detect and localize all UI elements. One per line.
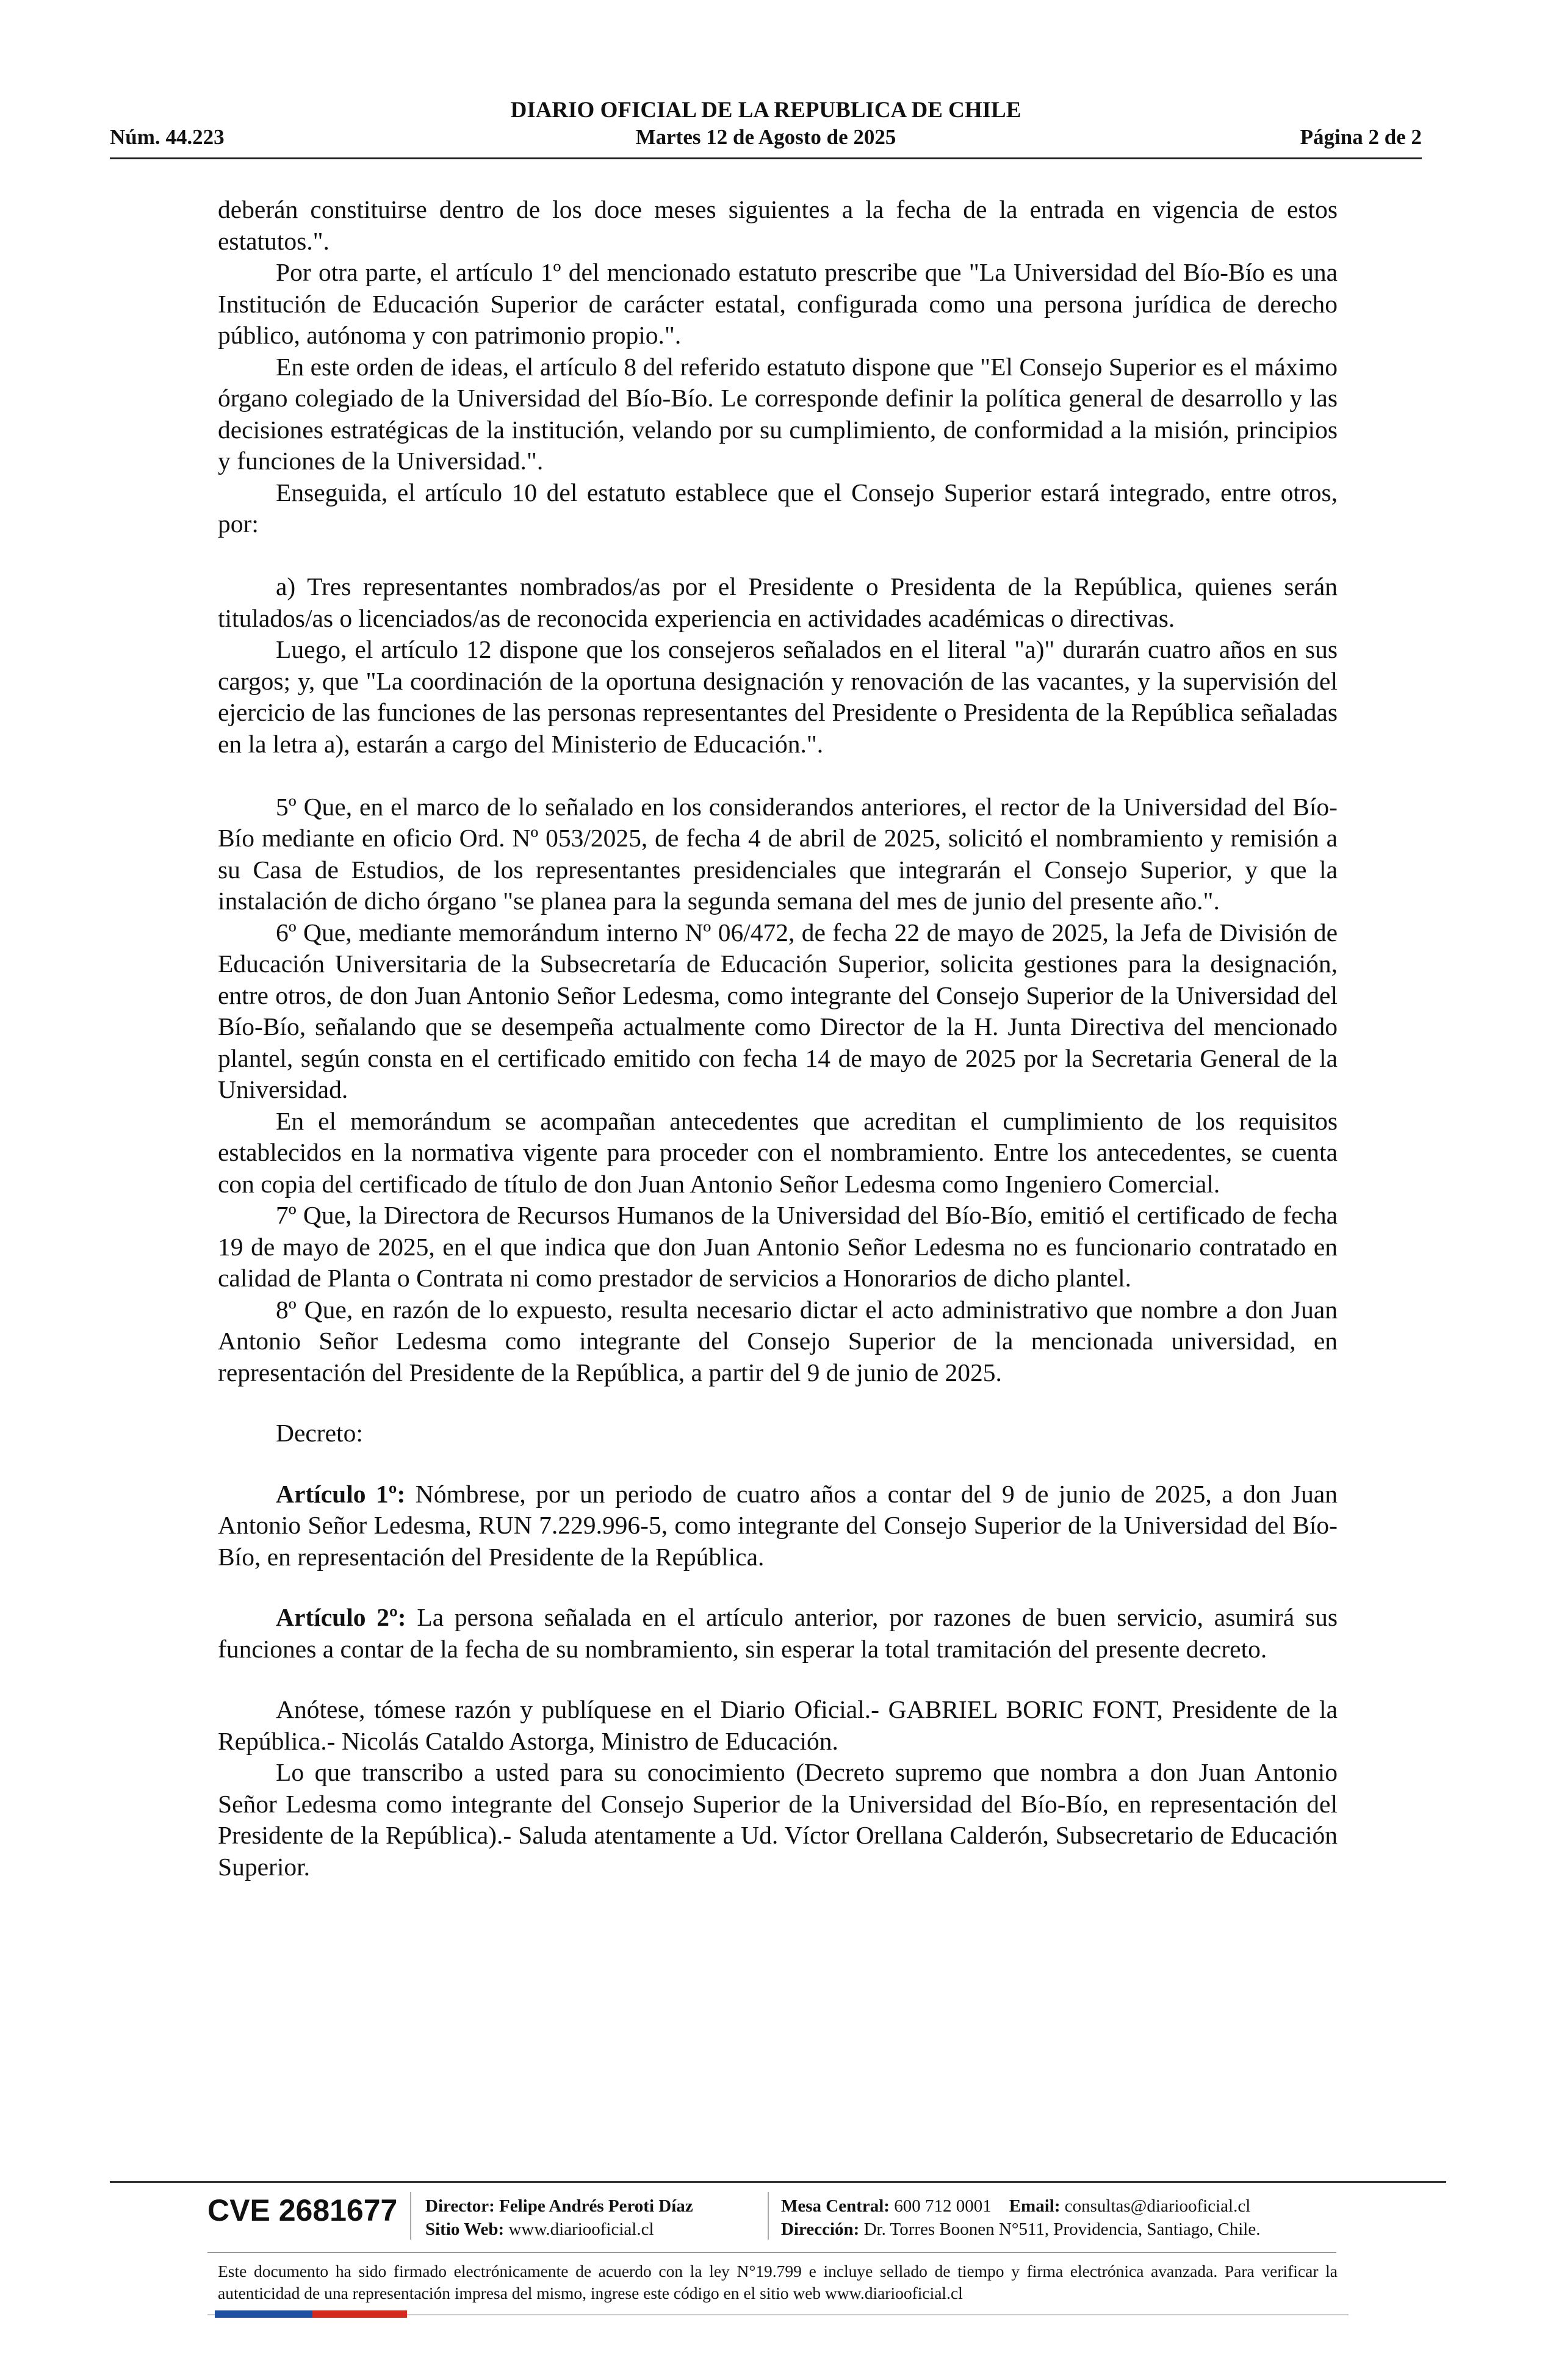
mesa-phone: 600 712 0001 (894, 2196, 992, 2216)
footer-website (425, 2218, 654, 2241)
decree-heading: Decreto: (276, 1419, 363, 1447)
email-link[interactable]: consultas@diariooficial.cl (1064, 2196, 1251, 2216)
newspaper-title: DIARIO OFICIAL DE LA REPUBLICA DE CHILE (510, 98, 1021, 123)
footer-separator (410, 2192, 411, 2240)
address-label: Dirección: (781, 2220, 860, 2239)
cve-code: CVE 2681677 (207, 2193, 398, 2227)
website-label: Sitio Web: (425, 2220, 505, 2239)
footer-contact (781, 2194, 1250, 2218)
mesa-label: Mesa Central: (781, 2196, 890, 2216)
flag-stripe-red (312, 2310, 407, 2318)
director-label: Director: (425, 2196, 495, 2216)
footer-divider (110, 2181, 1446, 2183)
article-2-label: Artículo 2º: (276, 1603, 406, 1631)
paragraph: 6º Que, mediante memorándum interno Nº 06/472, de fecha 22 de mayo de 2025, la Jefa de División de Educación Universitaria de la Subsecretaría de Educación Superior, solicita gestiones para la designación, entre otros, de don Juan Antonio Señor Ledesma, como integrante del Consejo Superior de la Universidad del Bío-Bío, señalando que se desempeña actualmente como Director de la H. Junta Directiva del mencionado plantel, según consta en el certificado emitido con fecha 14 de mayo de 2025 por la Secretaria General de la Universidad. (218, 918, 1338, 1103)
document-body (218, 194, 1338, 1883)
paragraph: a) Tres representantes nombrados/as por el Presidente o Presidenta de la República, quienes serán titulados/as o licenciados/as de reconocida experiencia en actividades académicas o directivas. (218, 572, 1338, 632)
article-1-text: Nómbrese, por un periodo de cuatro años a contar del 9 de junio de 2025, a don Juan Antonio Señor Ledesma, RUN 7.229.996-5, como integrante del Consejo Superior de la Universidad del Bío-Bío, en representación del Presidente de la República. (218, 1479, 1338, 1571)
page-header (110, 98, 1422, 153)
paragraph: Luego, el artículo 12 dispone que los consejeros señalados en el literal "a)" durarán cuatro años en sus cargos; y, que "La coordinación de la oportuna designación y renovación de las vacantes, y la supervisión del ejercicio de las funciones de las personas representantes del Presidente o Presidenta de la República señaladas en la letra a), estarán a cargo del Ministerio de Educación.". (218, 635, 1338, 758)
footer-separator (768, 2192, 769, 2240)
header-divider (110, 157, 1422, 159)
paragraph: Por otra parte, el artículo 1º del mencionado estatuto prescribe que "La Universidad del Bío-Bío es una Institución de Educación Superior de carácter estatal, configurada como una persona jurídica de derecho público, autónoma y con patrimonio propio.". (218, 258, 1338, 349)
paragraph: 5º Que, en el marco de lo señalado en los considerandos anteriores, el rector de la Universidad del Bío-Bío mediante en oficio Ord. Nº 053/2025, de fecha 4 de abril de 2025, solicitó el nombramiento y remisión a su Casa de Estudios, de los representantes presidenciales que integrarán el Consejo Superior, y que la instalación de dicho órgano "se planea para la segunda semana del mes de junio del presente año.". (218, 792, 1338, 915)
website-link[interactable]: www.diariooficial.cl (508, 2220, 654, 2239)
footer-address (781, 2218, 1260, 2241)
footer-inner-divider (207, 2252, 1336, 2253)
paragraph: En el memorándum se acompañan antecedentes que acreditan el cumplimiento de los requisitos establecidos en la normativa vigente para proceder con el nombramiento. Entre los antecedentes, se cuenta con copia del certificado de título de don Juan Antonio Señor Ledesma como Ingeniero Comercial. (218, 1106, 1338, 1198)
paragraph: Anótese, tómese razón y publíquese en el Diario Oficial.- GABRIEL BORIC FONT, Presidente de la República.- Nicolás Cataldo Astorga, Ministro de Educación. (218, 1695, 1338, 1755)
flag-stripe-blue (215, 2310, 312, 2318)
article-2 (218, 1602, 1338, 1665)
paragraph: 7º Que, la Directora de Recursos Humanos de la Universidad del Bío-Bío, emitió el certificado de fecha 19 de mayo de 2025, en el que indica que don Juan Antonio Señor Ledesma no es funcionario contratado en calidad de Planta o Contrata ni como prestador de servicios a Honorarios de dicho plantel. (218, 1201, 1338, 1292)
paragraph: Enseguida, el artículo 10 del estatuto establece que el Consejo Superior estará integrado, entre otros, por: (218, 478, 1338, 538)
paragraph: 8º Que, en razón de lo expuesto, resulta necesario dictar el acto administrativo que nombre a don Juan Antonio Señor Ledesma como integrante del Consejo Superior de la mencionada universidad, en representación del Presidente de la República, a partir del 9 de junio de 2025. (218, 1295, 1338, 1387)
footer-director (425, 2194, 693, 2218)
legal-notice: Este documento ha sido firmado electrónicamente de acuerdo con la ley N°19.799 e incluye sellado de tiempo y firma electrónica avanzada. Para verificar la autenticidad de una representación impresa del mismo, ingrese este código en el sitio web www.diariooficial.cl (218, 2262, 1338, 2302)
page-indicator: Página 2 de 2 (1300, 125, 1422, 149)
director-name: Felipe Andrés Peroti Díaz (499, 2196, 693, 2216)
email-label: Email: (1009, 2196, 1061, 2216)
address-value: Dr. Torres Boonen N°511, Providencia, Santiago, Chile. (863, 2220, 1261, 2239)
issue-number: Núm. 44.223 (110, 125, 225, 149)
paragraph: Lo que transcribo a usted para su conocimiento (Decreto supremo que nombra a don Juan Antonio Señor Ledesma como integrante del Consejo Superior de la Universidad del Bío-Bío, en representación del Presidente de la República).- Saluda atentamente a Ud. Víctor Orellana Calderón, Subsecretario de Educación Superior. (218, 1758, 1338, 1881)
paragraph: deberán constituirse dentro de los doce meses siguientes a la fecha de la entrada en vigencia de estos estatutos.". (218, 195, 1338, 255)
issue-date: Martes 12 de Agosto de 2025 (635, 125, 896, 149)
article-1 (218, 1479, 1338, 1573)
paragraph: En este orden de ideas, el artículo 8 del referido estatuto dispone que "El Consejo Superior es el máximo órgano colegiado de la Universidad del Bío-Bío. Le corresponde definir la política general de desarrollo y las decisiones estratégicas de la institución, velando por su cumplimiento, de conformidad a la misión, principios y funciones de la Universidad.". (218, 352, 1338, 475)
article-1-label: Artículo 1º: (276, 1479, 406, 1508)
article-2-text: La persona señalada en el artículo anterior, por razones de buen servicio, asumirá sus funciones a contar de la fecha de su nombramiento, sin esperar la total tramitación del presente decreto. (218, 1603, 1338, 1663)
